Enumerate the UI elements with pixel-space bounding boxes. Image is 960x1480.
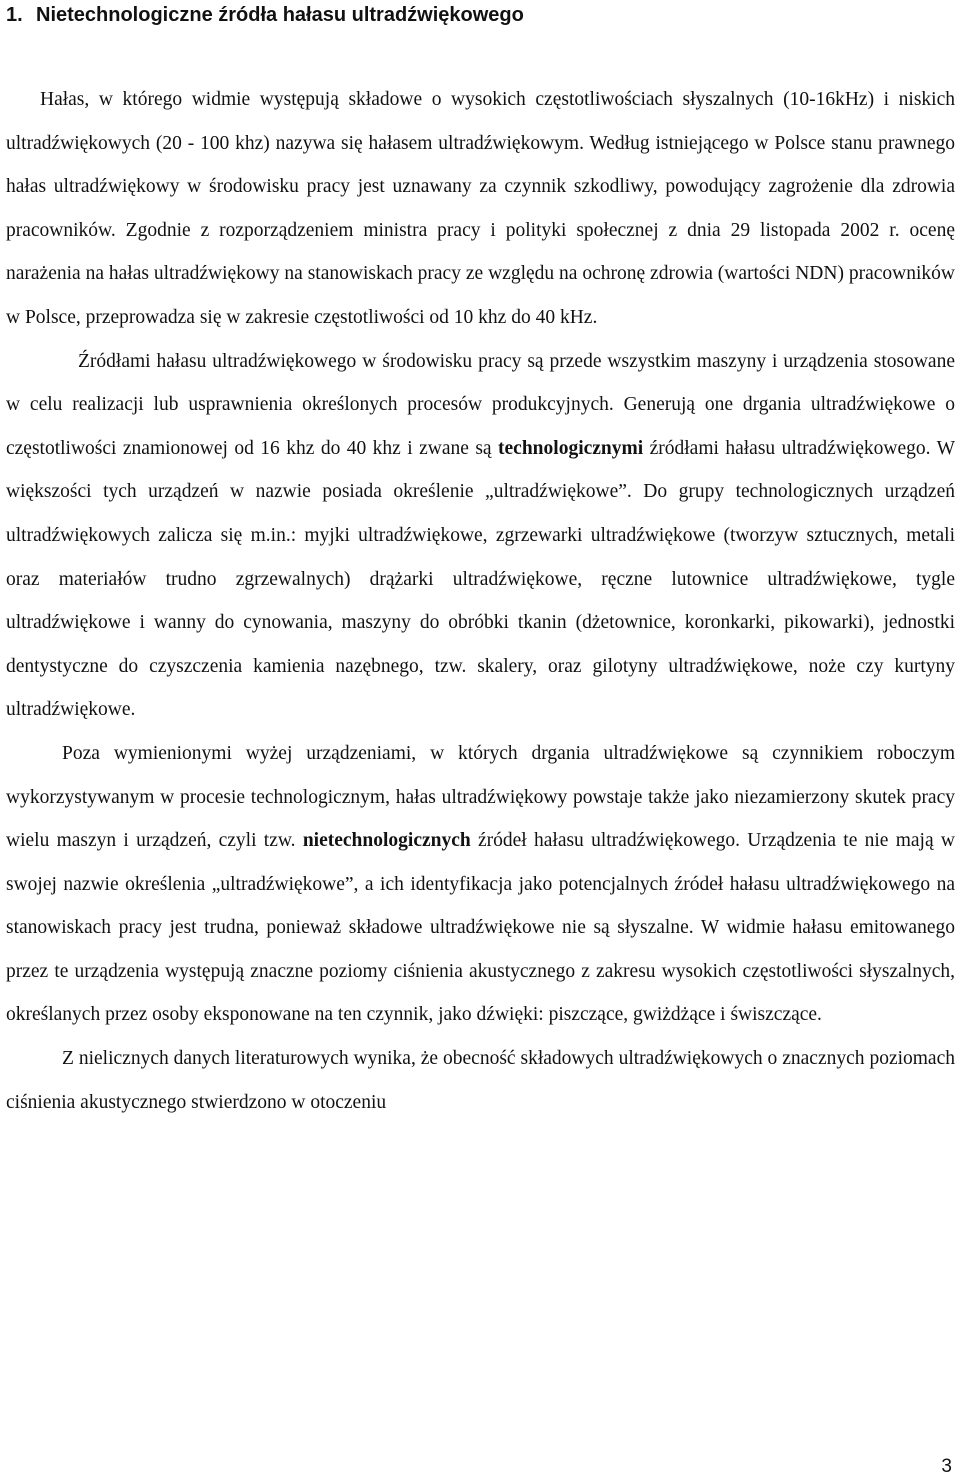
paragraph-2-bold-term: technologicznymi xyxy=(498,437,644,459)
paragraph-3-text-a: Poza wymienionymi wyżej urządzeniami, w których drgania ultradźwiękowe są czynnikiem roboczym wykorzystywanym w procesie technologicznym, hałas ultradźwiękowy powstaje także jako niezamierzony skutek pracy wielu maszyn i urządzeń, czyli tzw. xyxy=(6,742,955,852)
paragraph-2-text-b: źródłami hałasu ultradźwiękowego. W większości tych urządzeń w nazwie posiada określenie „ultradźwiękowe”. Do grupy technologicznych urządzeń ultradźwiękowych zalicza się m.in.: myjki ultradźwiękowe, zgrzewarki ultradźwiękowe (tworzyw sztucznych, metali oraz materiałów trudno zgrzewalnych) drążarki ultradźwiękowe, ręczne lutownice ultradźwiękowe, tygle ultradźwiękowe i wanny do cynowania, maszyny do obróbki tkanin (dżetownice, koronkarki, pikowarki), jednostki dentystyczne do czyszczenia kamienia nazębnego, tzw. skalery, oraz gilotyny ultradźwiękowe, noże czy kurtyny ultradźwiękowe. xyxy=(6,437,955,721)
paragraph-1: Hałas, w którego widmie występują składowe o wysokich częstotliwościach słyszalnych (10-16kHz) i niskich ultradźwiękowych (20 - 100 khz) nazywa się hałasem ultradźwiękowym. Według istniejącego w Polsce stanu prawnego hałas ultradźwiękowy w środowisku pracy jest uznawany za czynnik szkodliwy, powodujący zagrożenie dla zdrowia pracowników. Zgodnie z rozporządzeniem ministra pracy i polityki społecznej z dnia 29 listopada 2002 r. ocenę narażenia na hałas ultradźwiękowy na stanowiskach pracy ze względu na ochronę zdrowia (wartości NDN) pracowników w Polsce, przeprowadza się w zakresie częstotliwości od 10 khz do 40 kHz. xyxy=(6,89,955,328)
paragraph-3 xyxy=(6,732,955,1037)
heading-title: Nietechnologiczne źródła hałasu ultradźwiękowego xyxy=(36,4,524,26)
paragraph-2-text-a: Źródłami hałasu ultradźwiękowego w środowisku pracy są przede wszystkim maszyny i urządzenia stosowane w celu realizacji lub usprawnienia określonych procesów produkcyjnych. Generują one drgania ultradźwiękowe o częstotliwości znamionowej od 16 khz do 40 khz i zwane są xyxy=(6,350,955,459)
paragraph-3-text-b: źródeł hałasu ultradźwiękowego. Urządzenia te nie mają w swojej nazwie określenia „ultradźwiękowe”, a ich identyfikacja jako potencjalnych źródeł hałasu ultradźwiękowego na stanowiskach pracy jest trudna, ponieważ składowe ultradźwiękowe nie są słyszalne. W widmie hałasu emitowanego przez te urządzenia występują znaczne poziomy ciśnienia akustycznego z zakresu wysokich częstotliwości słyszalnych, określanych przez osoby eksponowane na ten czynnik, jako dźwięki: piszczące, gwiżdżące i świszczące. xyxy=(6,830,955,1026)
heading-number: 1. xyxy=(6,4,23,26)
paragraph-4: Z nielicznych danych literaturowych wynika, że obecność składowych ultradźwiękowych o znacznych poziomach ciśnienia akustycznego stwierdzono w otoczeniu xyxy=(6,1048,955,1113)
body-text xyxy=(6,78,955,1124)
paragraph-3-bold-term: nietechnologicznych xyxy=(302,830,471,852)
section-heading xyxy=(6,2,524,28)
paragraph-2 xyxy=(6,340,955,732)
page-number: 3 xyxy=(941,1456,952,1477)
